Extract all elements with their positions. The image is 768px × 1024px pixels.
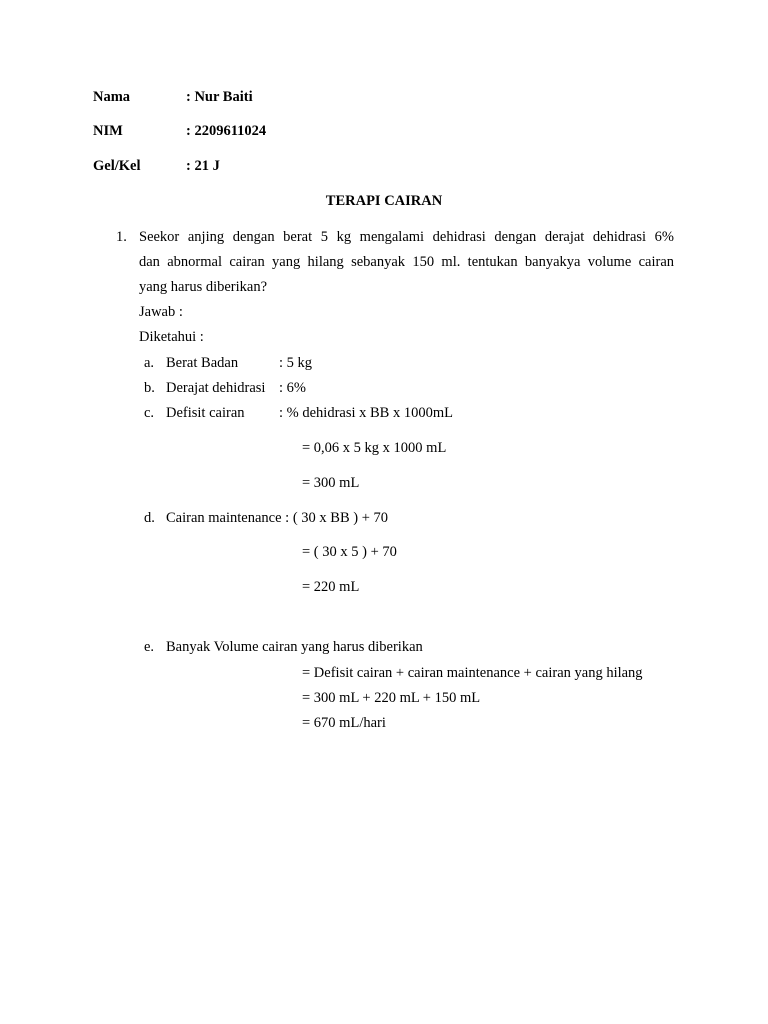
deficit-step-2: = 300 mL bbox=[302, 475, 360, 491]
question-number: 1. bbox=[116, 229, 127, 245]
list-marker-a: a. bbox=[144, 355, 155, 371]
nim-value: : 2209611024 bbox=[186, 123, 267, 139]
body-weight-label: Berat Badan bbox=[166, 355, 239, 371]
list-marker-b: b. bbox=[144, 380, 155, 396]
dehydration-degree-value: : 6% bbox=[279, 380, 306, 396]
group-value: : 21 J bbox=[186, 158, 220, 174]
nim-label: NIM bbox=[93, 123, 123, 139]
total-volume-label: Banyak Volume cairan yang harus diberikan bbox=[166, 639, 423, 655]
total-step-1: = Defisit cairan + cairan maintenance + cairan yang hilang bbox=[302, 665, 643, 681]
maintenance-step-2: = 220 mL bbox=[302, 579, 360, 595]
total-step-3: = 670 mL/hari bbox=[302, 715, 386, 731]
question-line-1: Seekor anjing dengan berat 5 kg mengalami dehidrasi dengan derajat dehidrasi 6% bbox=[139, 229, 674, 245]
maintenance-step-1: = ( 30 x 5 ) + 70 bbox=[302, 544, 397, 560]
body-weight-value: : 5 kg bbox=[279, 355, 313, 371]
name-label: Nama bbox=[93, 89, 131, 105]
list-marker-c: c. bbox=[144, 405, 155, 421]
given-label: Diketahui : bbox=[139, 329, 204, 345]
deficit-step-1: = 0,06 x 5 kg x 1000 mL bbox=[302, 440, 447, 456]
group-label: Gel/Kel bbox=[93, 158, 141, 174]
dehydration-degree-label: Derajat dehidrasi bbox=[166, 380, 266, 396]
page-title: TERAPI CAIRAN bbox=[325, 193, 443, 209]
question-line-2: dan abnormal cairan yang hilang sebanyak 150 ml. tentukan banyakya volume cairan bbox=[139, 254, 674, 270]
fluid-deficit-label: Defisit cairan bbox=[166, 405, 245, 421]
answer-label: Jawab : bbox=[139, 304, 183, 320]
total-step-2: = 300 mL + 220 mL + 150 mL bbox=[302, 690, 481, 706]
fluid-deficit-formula: : % dehidrasi x BB x 1000mL bbox=[279, 405, 453, 421]
maintenance-formula: Cairan maintenance : ( 30 x BB ) + 70 bbox=[166, 510, 388, 526]
list-marker-e: e. bbox=[144, 639, 155, 655]
question-line-3: yang harus diberikan? bbox=[139, 279, 268, 295]
name-value: : Nur Baiti bbox=[186, 89, 253, 105]
list-marker-d: d. bbox=[144, 510, 155, 526]
